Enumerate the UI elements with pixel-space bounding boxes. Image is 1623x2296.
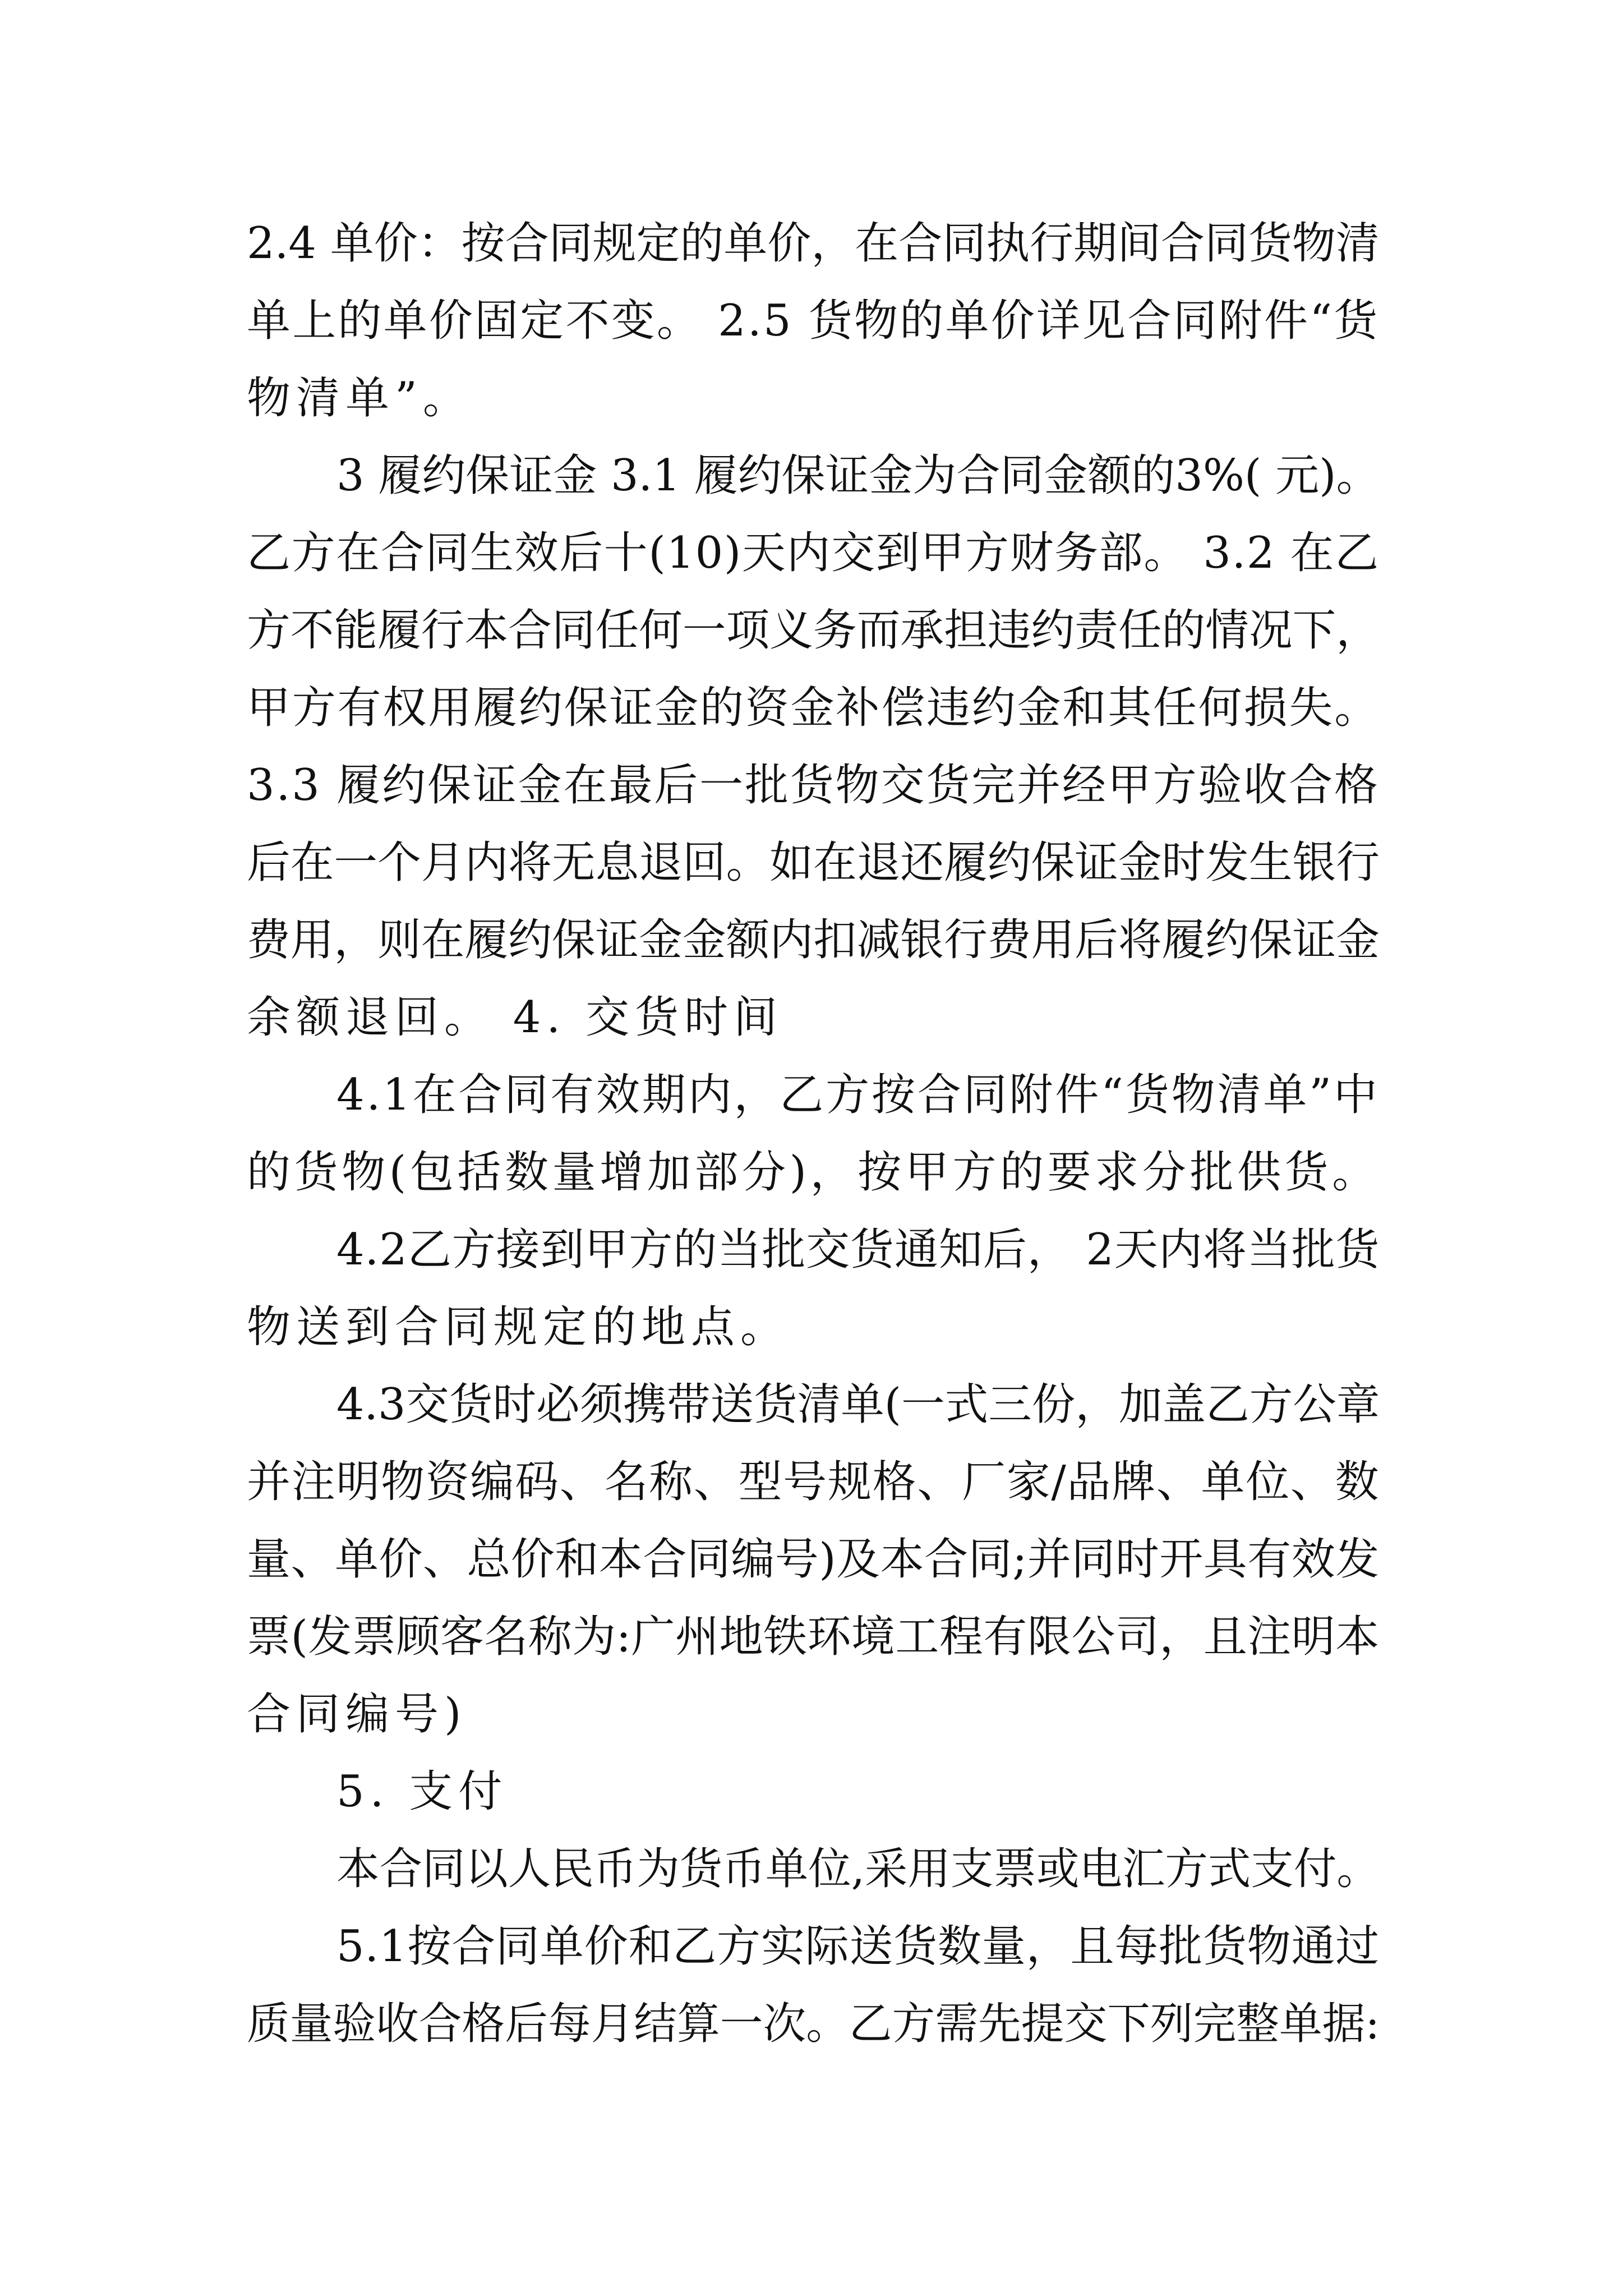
text-line: 单上的单价固定不变。 2.5 货物的单价详见合同附件“货 [247, 296, 1380, 346]
text-line: 的货物(包括数量增加部分)，按甲方的要求分批供货。 [247, 1147, 1380, 1198]
text-line: 5. 支付 [336, 1766, 508, 1817]
text-line: 票(发票顾客名称为:广州地铁环境工程有限公司，且注明本 [247, 1612, 1380, 1662]
text-line: 5.1按合同单价和乙方实际送货数量，且每批货物通过 [336, 1921, 1380, 1972]
text-line: 物送到合同规定的地点。 [247, 1302, 790, 1352]
text-line: 方不能履行本合同任何一项义务而承担违约责任的情况下， [247, 605, 1380, 656]
text-line: 量、单价、总价和本合同编号)及本合同;并同时开具有效发 [247, 1534, 1380, 1585]
text-line: 3 履约保证金 3.1 履约保证金为合同金额的3%( 元)。 [336, 450, 1380, 501]
text-line: 合同编号) [247, 1689, 467, 1740]
text-line: 余额退回。 4. 交货时间 [247, 992, 783, 1043]
text-line: 物清单”。 [247, 373, 472, 424]
text-line: 4.1在合同有效期内，乙方按合同附件“货物清单”中 [336, 1070, 1380, 1120]
text-line: 甲方有权用履约保证金的资金补偿违约金和其任何损失。 [247, 683, 1380, 733]
text-line: 乙方在合同生效后十(10)天内交到甲方财务部。 3.2 在乙 [247, 528, 1380, 578]
text-line: 3.3 履约保证金在最后一批货物交货完并经甲方验收合格 [247, 760, 1380, 811]
text-line: 后在一个月内将无息退回。如在退还履约保证金时发生银行 [247, 838, 1380, 888]
text-line: 本合同以人民币为货币单位,采用支票或电汇方式支付。 [336, 1844, 1380, 1894]
text-line: 并注明物资编码、名称、型号规格、厂家/品牌、单位、数 [247, 1457, 1380, 1507]
text-line: 4.3交货时必须携带送货清单(一式三份，加盖乙方公章 [336, 1379, 1380, 1430]
text-line: 2.4 单价：按合同规定的单价，在合同执行期间合同货物清 [247, 218, 1380, 269]
text-line: 质量验收合格后每月结算一次。乙方需先提交下列完整单据: [247, 1999, 1380, 2049]
text-line: 4.2乙方接到甲方的当批交货通知后， 2天内将当批货 [336, 1225, 1380, 1275]
text-line: 费用，则在履约保证金金额内扣减银行费用后将履约保证金 [247, 915, 1380, 965]
